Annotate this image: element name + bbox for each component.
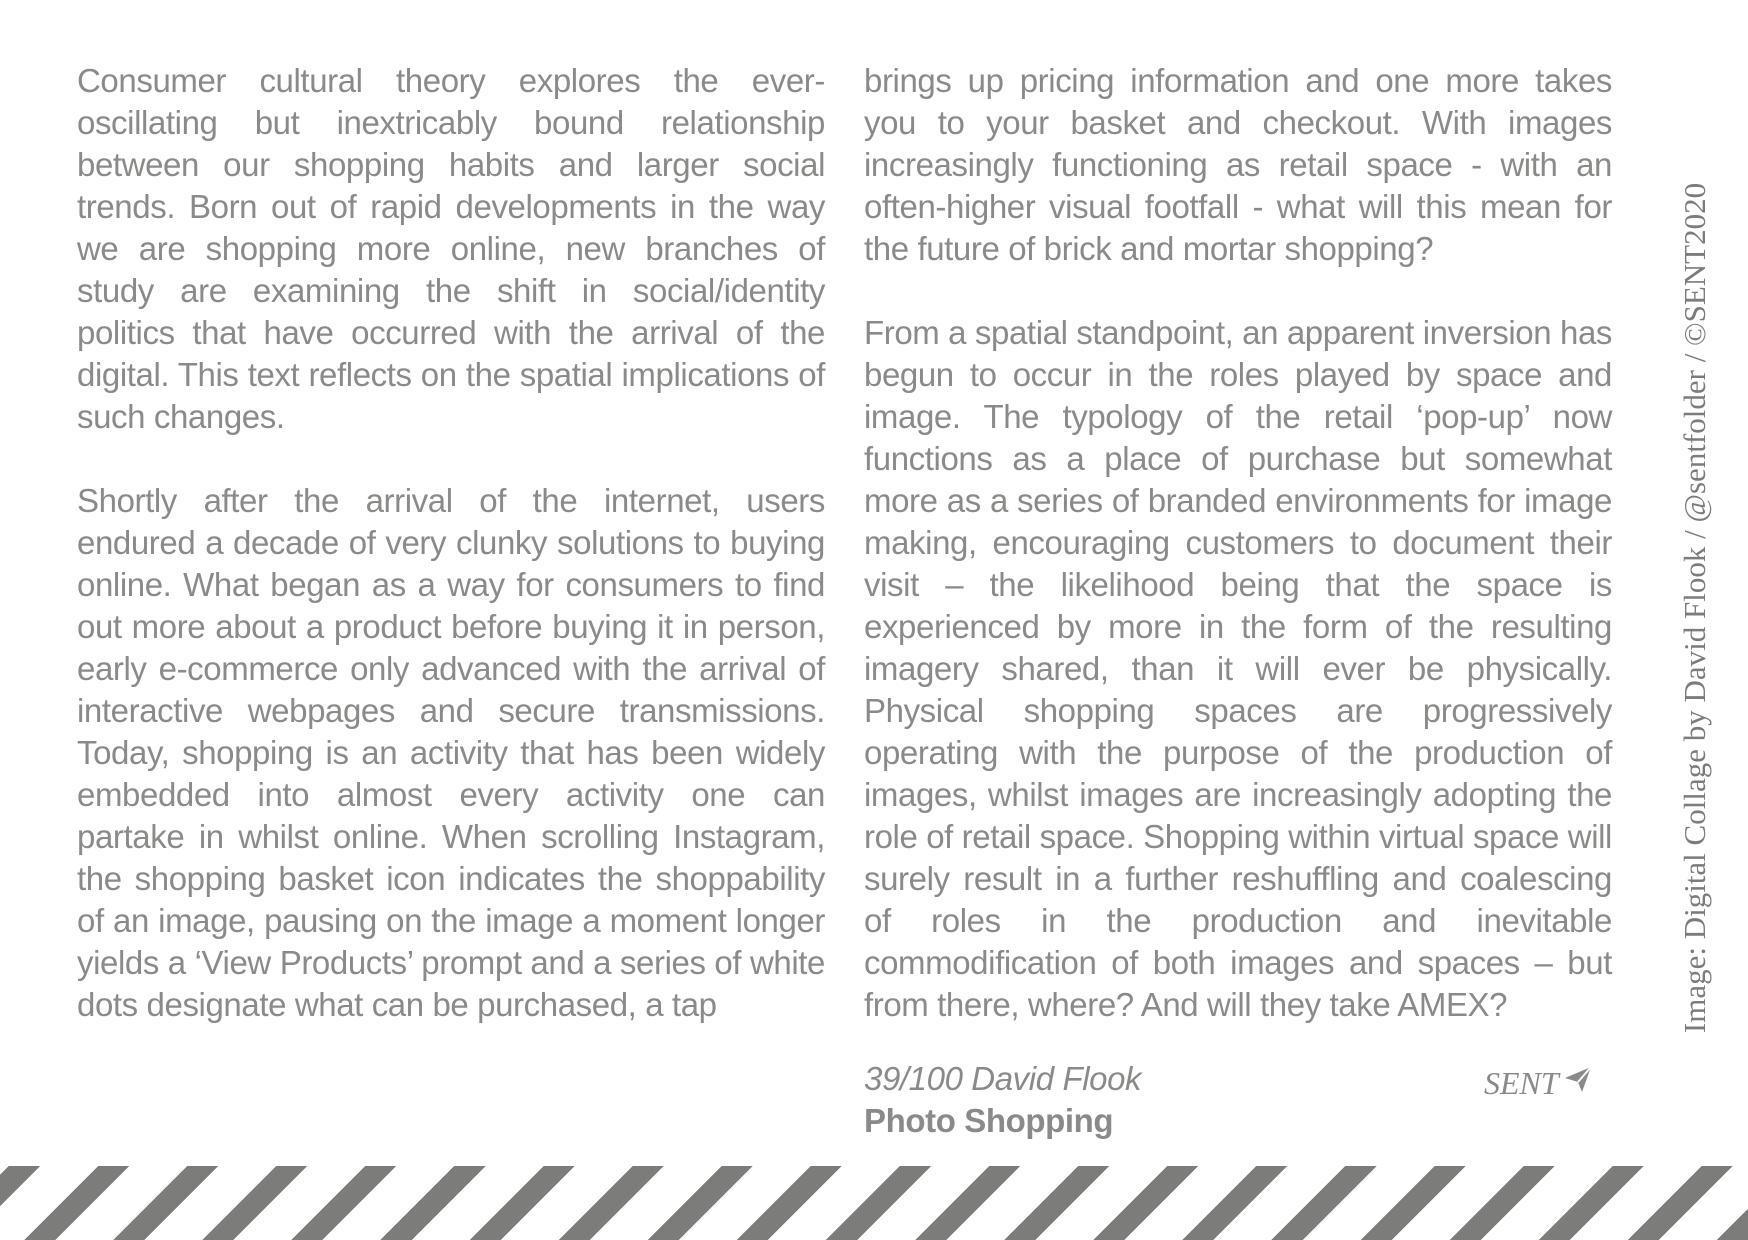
signature-block: [864, 1058, 1141, 1142]
sent-logo: [1484, 1064, 1593, 1102]
paragraph: From a spatial standpoint, an apparent inversion has begun to occur in the roles played by space and image. The typology of the retail ‘pop-up’ now functions as a place of purchase but somewhat more as a series of branded environments for image making, encouraging customers to document their visit – the likelihood being that the space is experienced by more in the form of the resulting imagery shared, than it will ever be physically. Physical shopping spaces are progressively operating with the purpose of the production of images, whilst images are increasingly adopting the role of retail space. Shopping within virtual space will surely result in a further reshuffling and coalescing of roles in the production and inevitable commodification of both images and spaces – but from there, where? And will they take AMEX?: [864, 314, 1612, 1023]
right-text-column: [864, 60, 1612, 1026]
image-credit: Image: Digital Collage by David Flook / @sentfolder / ©SENT2020: [1677, 182, 1712, 1034]
author-line: 39/100 David Flook: [864, 1060, 1142, 1097]
paragraph: brings up pricing information and one more takes you to your basket and checkout. With images increasingly functioning as retail space - with an often-higher visual footfall - what will this mean for the future of brick and mortar shopping?: [864, 62, 1612, 267]
logo-text: SENT: [1484, 1064, 1559, 1101]
left-text-column: [77, 60, 825, 1026]
paragraph: Consumer cultural theory explores the ever-oscillating but inextricably bound relationship between our shopping habits and larger social trends. Born out of rapid developments in the way we are shopping more online, new branches of study are examining the shift in social/identity politics that have occurred with the arrival of the digital. This text reflects on the spatial implications of such changes.: [77, 62, 825, 435]
diagonal-stripe-band: [0, 1166, 1748, 1240]
paper-plane-icon: [1563, 1064, 1593, 1102]
article-title: Photo Shopping: [864, 1102, 1114, 1139]
paragraph: Shortly after the arrival of the internet, users endured a decade of very clunky solutions to buying online. What began as a way for consumers to find out more about a product before buying it in person, early e-commerce only advanced with the arrival of interactive webpages and secure transmissions. Today, shopping is an activity that has been widely embedded into almost every activity one can partake in whilst online. When scrolling Instagram, the shopping basket icon indicates the shoppability of an image, pausing on the image a moment longer yields a ‘View Products’ prompt and a series of white dots designate what can be purchased, a tap: [77, 482, 825, 1023]
